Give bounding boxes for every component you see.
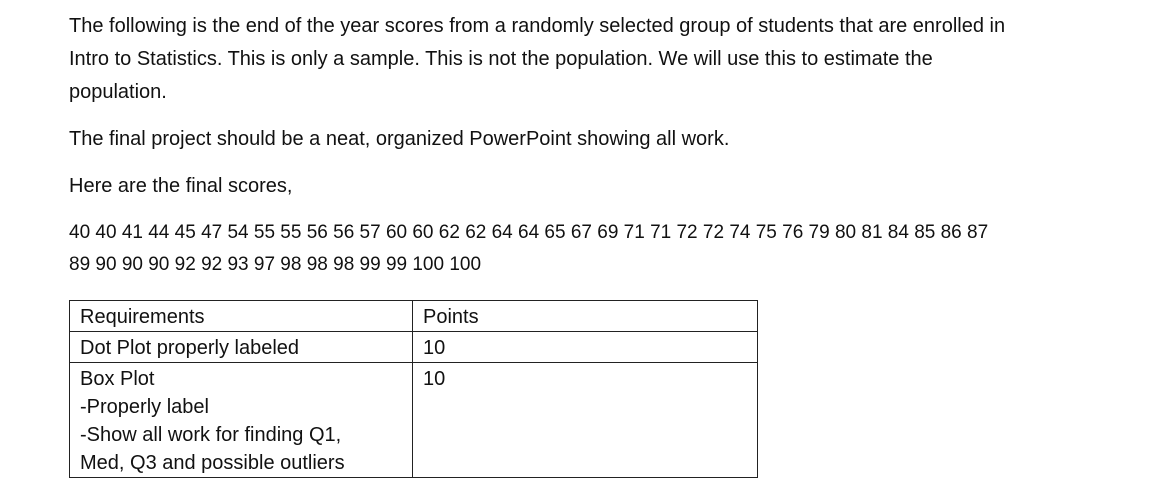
requirement-line: -Properly label bbox=[80, 396, 209, 418]
requirement-line: Dot Plot properly labeled bbox=[80, 337, 300, 359]
points-cell: 10 bbox=[413, 363, 758, 478]
requirement-line: -Show all work for finding Q1, bbox=[80, 424, 342, 446]
header-requirements: Requirements bbox=[70, 301, 413, 332]
requirement-cell bbox=[70, 332, 413, 363]
table-row bbox=[70, 332, 758, 363]
requirement-cell bbox=[70, 363, 413, 478]
requirement-line: Med, Q3 and possible outliers bbox=[80, 452, 345, 474]
project-paragraph: The final project should be a neat, organized PowerPoint showing all work. bbox=[69, 128, 730, 150]
points-cell: 10 bbox=[413, 332, 758, 363]
document-page bbox=[69, 10, 1119, 474]
table-row bbox=[70, 363, 758, 478]
scores-intro-paragraph: Here are the final scores, bbox=[69, 175, 293, 197]
requirement-line: Box Plot bbox=[80, 368, 155, 390]
scores-list bbox=[69, 217, 1119, 281]
scores-line-1: 40 40 41 44 45 47 54 55 55 56 56 57 60 60 62 62 64 64 65 67 69 71 71 72 72 74 75 76 79 80 81 84 85 86 87 bbox=[69, 222, 989, 243]
intro-paragraph bbox=[69, 10, 1119, 109]
intro-line-2: Intro to Statistics. This is only a sample. This is not the population. We will use this to estimate the bbox=[69, 48, 933, 70]
scores-line-2: 89 90 90 90 92 92 93 97 98 98 98 99 99 100 100 bbox=[69, 254, 482, 275]
requirements-table bbox=[69, 300, 758, 478]
intro-line-1: The following is the end of the year scores from a randomly selected group of students that are enrolled in bbox=[69, 15, 1006, 37]
header-points: Points bbox=[413, 301, 758, 332]
table-header-row bbox=[70, 301, 758, 332]
intro-line-3: population. bbox=[69, 81, 167, 103]
